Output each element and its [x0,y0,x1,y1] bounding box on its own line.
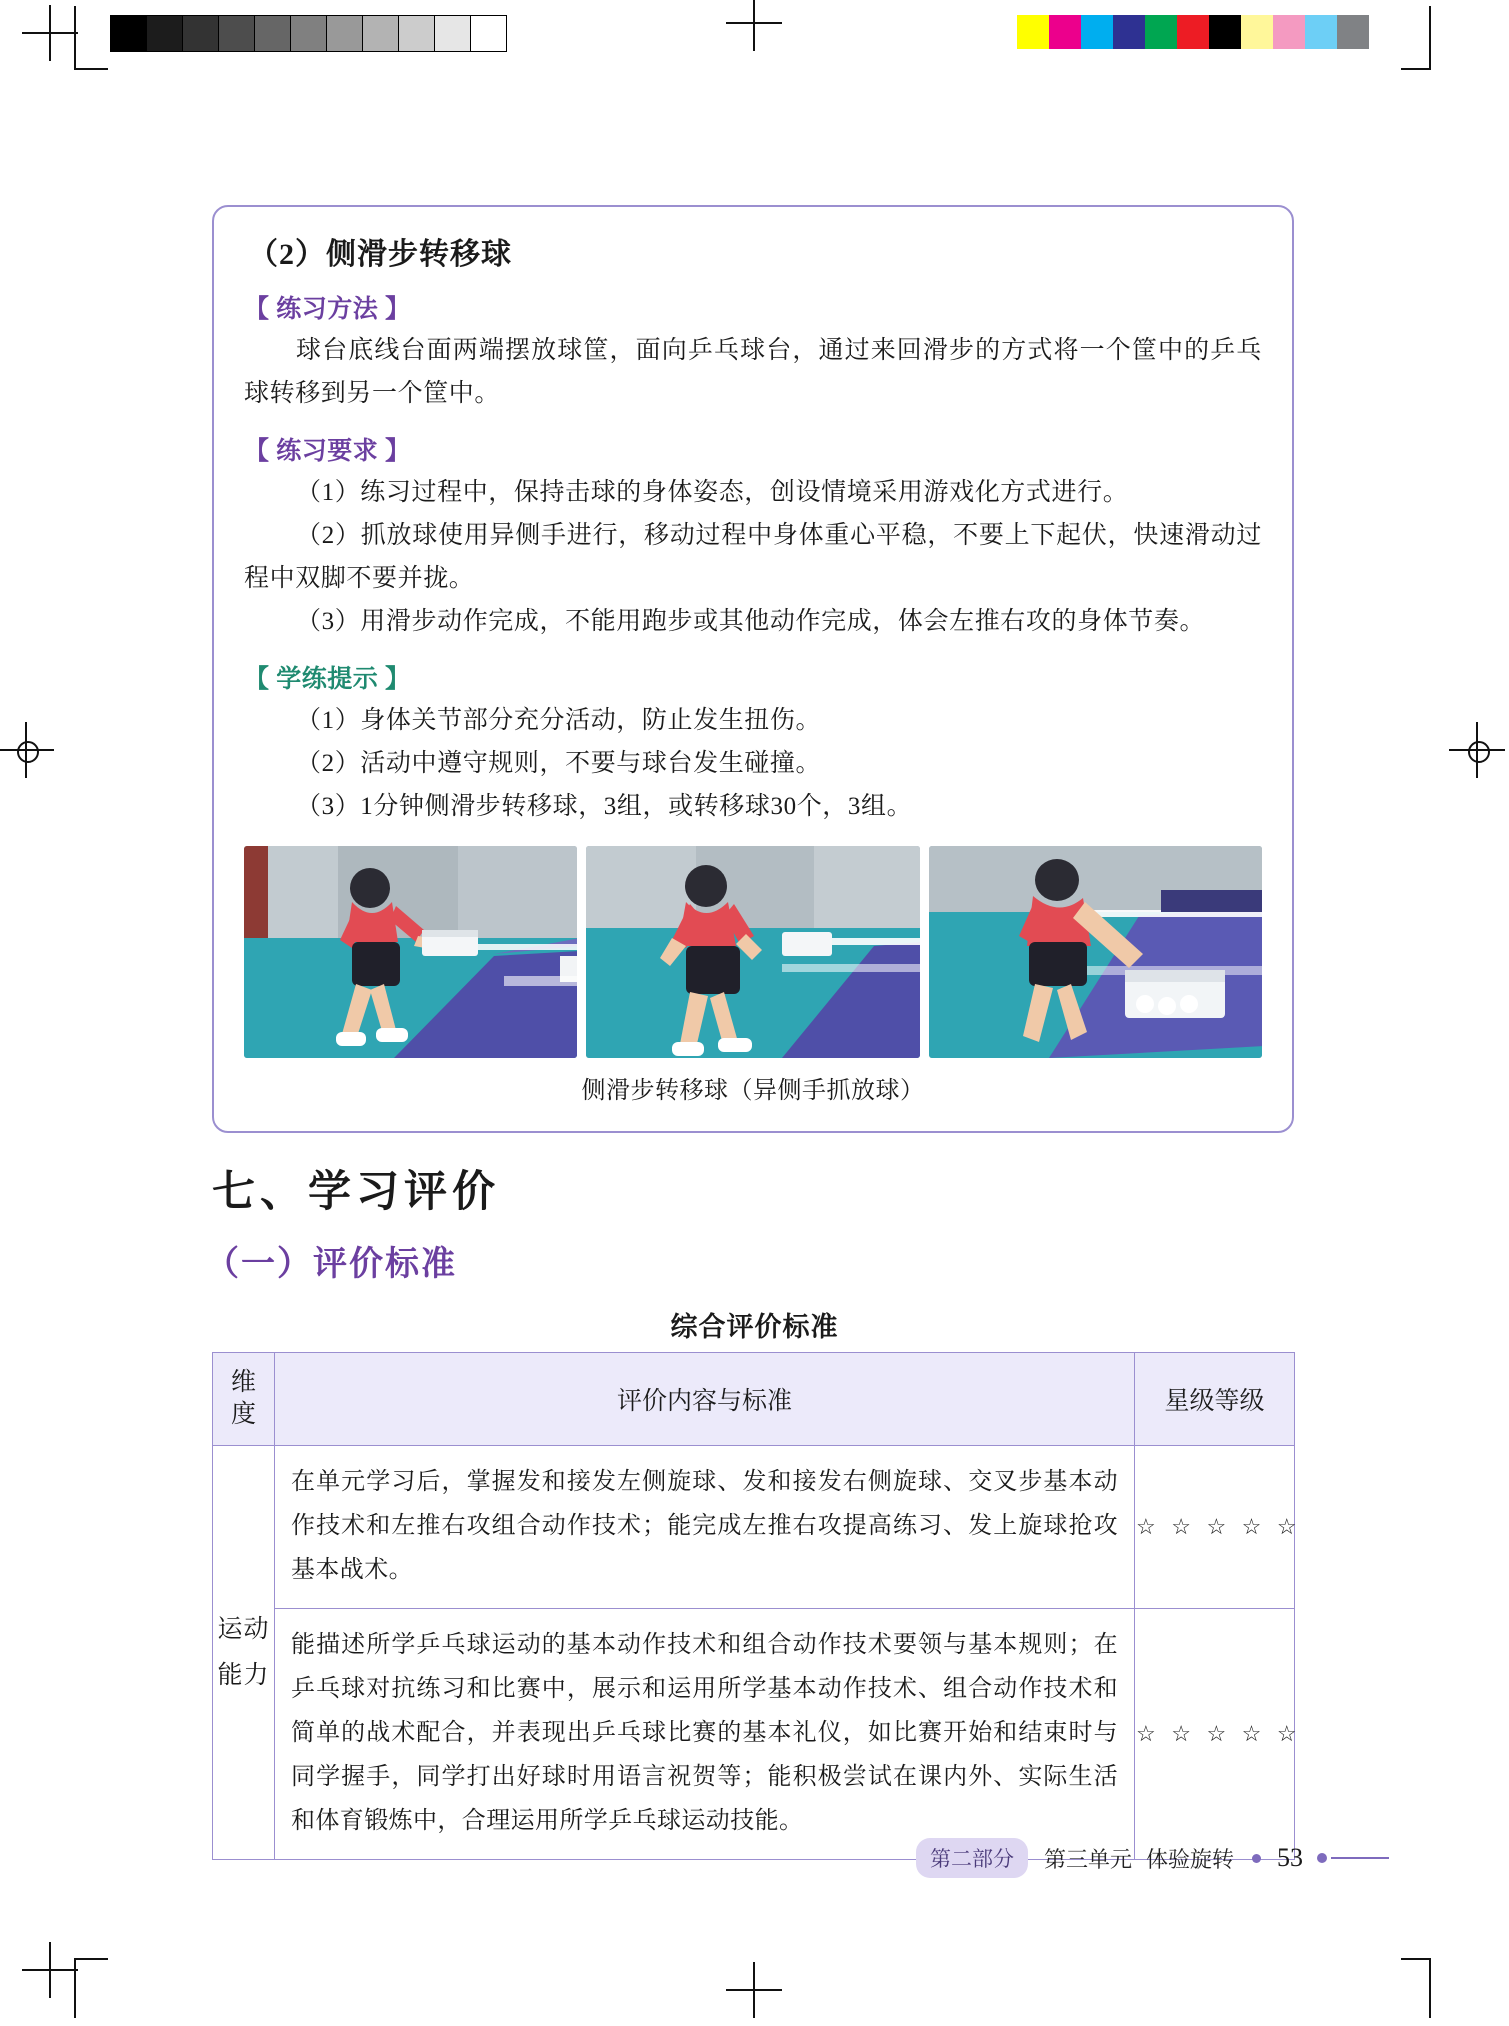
page-footer [0,1838,1509,1874]
page-number: 53 [1277,1843,1303,1872]
footer-topic: 体验旋转 [1145,1846,1234,1872]
footer-part-badge: 第二部分 [916,1838,1028,1878]
photo-caption: 侧滑步转移球（异侧手抓放球） [581,1078,925,1104]
footer-unit: 第三单元 [1043,1846,1132,1872]
table-title: 综合评价标准 [670,1312,839,1342]
tip-item-3: （3）1分钟侧滑步转移球，3组，或转移球30个，3组。 [296,793,913,820]
tip-item-2: （2）活动中遵守规则，不要与球台发生碰撞。 [296,750,822,777]
label-practice-method: 【 练习方法 】 [244,296,411,323]
photo-row [244,846,1262,1058]
cell-stars-2[interactable]: ☆ ☆ ☆ ☆ ☆ [1135,1609,1295,1860]
practice-card [212,205,1294,1133]
col-header-dimension: 维度 [213,1353,275,1446]
photo-side-slide-step-1 [244,846,577,1058]
requirement-item-2: （2）抓放球使用异侧手进行，移动过程中身体重心平稳，不要上下起伏，快速滑动过程中双脚不要并拢。 [244,522,1262,592]
table-header-row [213,1353,1295,1446]
table-row [213,1446,1295,1609]
requirement-item-1: （1）练习过程中，保持击球的身体姿态，创设情境采用游戏化方式进行。 [296,479,1129,506]
footer-rule [1331,1857,1389,1859]
page-title: 七、学习评价 [212,1169,500,1216]
requirement-item-3: （3）用滑步动作完成，不能用跑步或其他动作完成，体会左推右攻的身体节奏。 [296,608,1206,635]
practice-title: （2）侧滑步转移球 [248,238,512,271]
cell-content-2: 能描述所学乒乓球运动的基本动作技术和组合动作技术要领与基本规则；在乒乓球对抗练习和比赛中，展示和运用所学基本动作技术、组合动作技术和简单的战术配合，并表现出乒乓球比赛的基本礼仪，如比赛开始和结束时与同学握手，同学打出好球时用语言祝贺等；能积极尝试在课内外、实际生活和体育锻炼中，合理运用所学乒乓球运动技能。 [275,1609,1135,1860]
cell-content-1: 在单元学习后，掌握发和接发左侧旋球、发和接发右侧旋球、交叉步基本动作技术和左推右攻组合动作技术；能完成左推右攻提高练习、发上旋球抢攻基本战术。 [275,1446,1135,1609]
practice-method-text: 球台底线台面两端摆放球筐，面向乒乓球台，通过来回滑步的方式将一个筐中的乒乓球转移到另一个筐中。 [244,337,1262,407]
table-row [213,1609,1295,1860]
col-header-stars: 星级等级 [1135,1353,1295,1446]
label-practice-requirement: 【 练习要求 】 [244,438,411,465]
label-learning-tips: 【 学练提示 】 [244,666,411,693]
subsection-title: （一）评价标准 [205,1246,457,1283]
cell-dimension-sports-ability: 运动能力 [213,1446,275,1860]
photo-side-slide-step-3 [929,846,1262,1058]
footer-tail-dot-icon [1317,1853,1327,1863]
footer-dot-icon [1252,1854,1261,1863]
cell-stars-1[interactable]: ☆ ☆ ☆ ☆ ☆ [1135,1446,1295,1609]
col-header-content: 评价内容与标准 [275,1353,1135,1446]
photo-side-slide-step-2 [586,846,919,1058]
tip-item-1: （1）身体关节部分充分活动，防止发生扭伤。 [296,707,822,734]
